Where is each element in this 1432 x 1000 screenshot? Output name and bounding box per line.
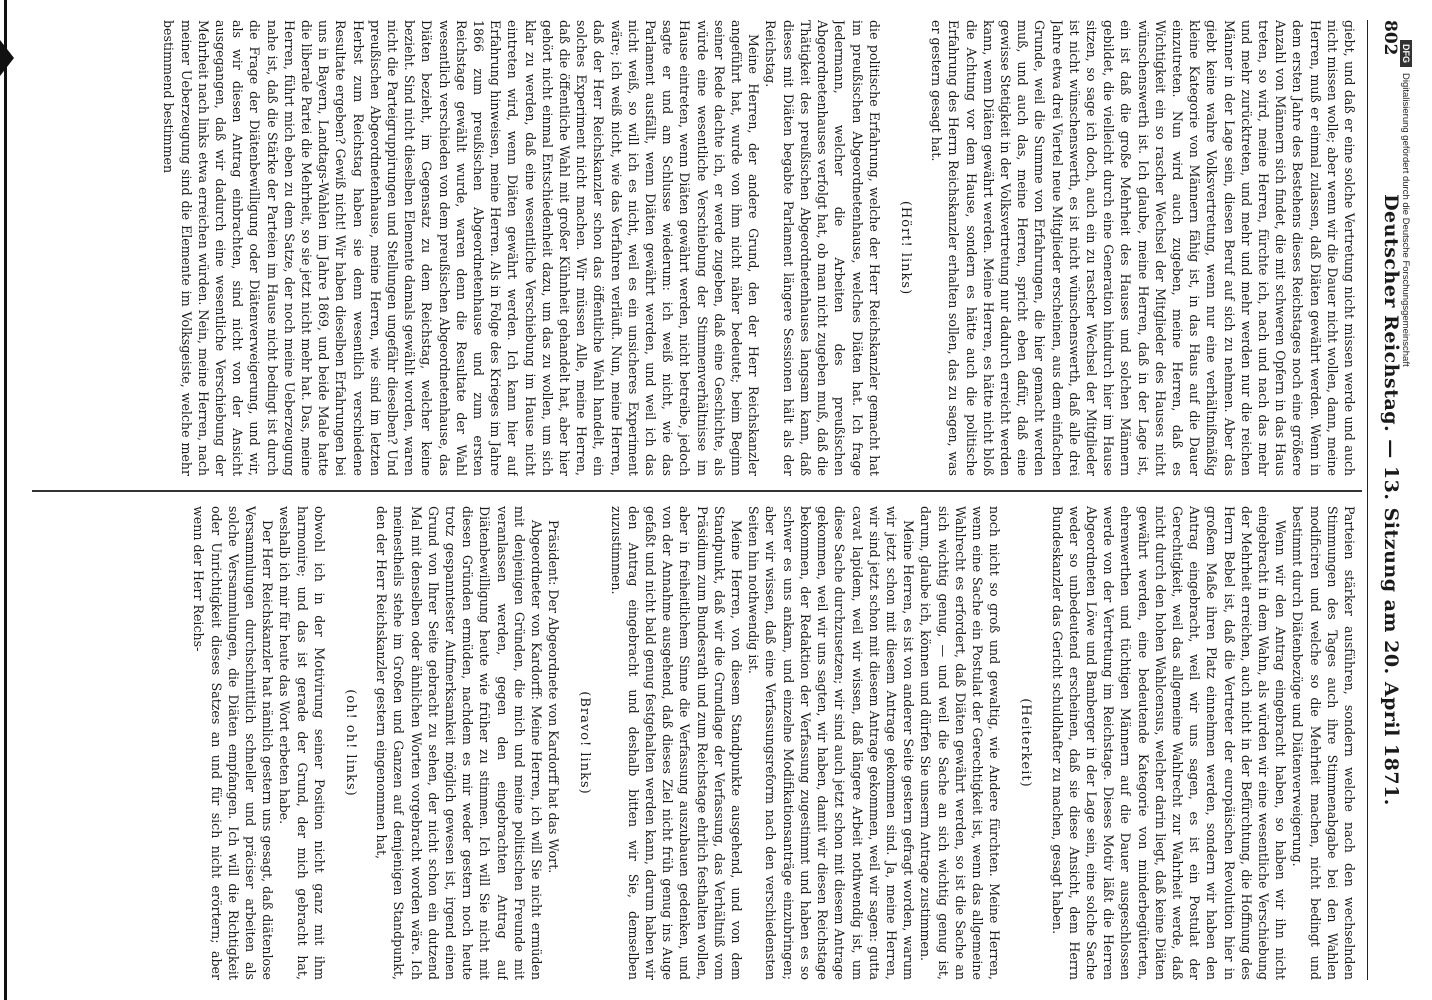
paragraph: Abgeordneter von Kardorff: Meine Herren, ich will Sie nicht ermüden mit denjenigen Gründen, die mich und meine politischen Freunde mit veranlassen werden, gegen den eingebrachten Antrag auf Diätenbewilligung heute wie früher zu stimmen. Ich will Sie nicht mit diesen Gründen ermüden, nachdem es mir weder gestern noch heute trotz gespanntester Aufmerksamkeit möglich gewesen ist, irgend einen Grund von Ihrer Seite gebracht zu sehen, der nicht schon ein dutzend Mal mit denselben oder ähnlichen Worten vorgebracht worden wäre. Ich meinestheils stehe im Großen und Ganzen auf demjenigen Standpunkt, den der Herr Reichskanzler gestern eingenommen hat, — [374, 506, 545, 980]
page-number: 802 — [1380, 20, 1400, 56]
paragraph: Parteien stärker ausführen, sondern welche nach den wechselnden Stimmungen des Tages auch ihre Stimmenabgabe bei den Wahlen modificiren und welche so die Mehrheit machen, nicht bedingt und bestimmt durch Diätenbezüge und Diätenverweigerung. — [1290, 506, 1357, 980]
interjection: (Heiterkeit) — [1018, 698, 1034, 788]
paragraph: obwohl ich in der Motivirung seiner Position nicht ganz mit ihm harmonire; und das ist gerade der Grund, der mich gebracht hat, weshalb ich mir für heute das Wort erbeten habe. — [277, 506, 327, 980]
left-column — [38, 20, 1358, 476]
page-title: Deutscher Reichstag. — 13. Sitzung am 20. April 1871. — [1380, 194, 1402, 806]
paragraph: Meine Herren, es ist von anderer Seite gestern gefragt worden, warum wir jetzt schon mit diesem Antrage gekommen sind. Ja, meine Herren, wir sind jetzt schon mit diesem Antrage gekommen, weil wir sagen: gutta cavat lapidem, weil wir wissen, daß längere Arbeit nothwendig ist, um diese Sache durchzusetzen; wir sind auch jetzt schon mit diesem Antrage gekommen, weil wir uns sagten, wir haben, damit wir diesen Reichstage bekommen, der Redaktion der Verfassung zugestimmt und haben es so schwer es uns ankam, und einzelne Modifikationsanträge einzubringen; aber wir wissen, daß eine Verfassungsreform nach den verschiedensten Seiten hin nothwendig ist. — [746, 506, 917, 980]
document-page — [30, 20, 1410, 980]
speaker-line: Präsident: Der Abgeordnete von Kardorff hat das Wort. — [546, 520, 562, 874]
paragraph: noch nicht so groß und gewaltig, wie Andere fürchten. Meine Herren, wenn eine Sache ein Postulat der Gerechtigkeit ist, wenn das allgemeine Wahlrecht es erfordert, daß Diäten gewährt werden, so ist die Sache an sich wichtig genug, — und weil die Sache an sich wichtig genug ist, darum, glaube ich, können und dürfen Sie unserm Antrage zustimmen. — [918, 506, 1003, 980]
paragraph: Der Herr Reichskanzler hat nämlich gestern uns gesagt, daß diätenlose Versammlungen durchschnittlich schneller und präciser arbeiten als solche Versammlungen, die Diäten empfangen. Ich will die Richtigkeit oder Unrichtigkeit dieses Satzes an und für sich nicht erörtern; aber wenn der Herr Reichs- — [191, 506, 276, 980]
scan-edge-notch — [0, 40, 14, 76]
column-rule — [32, 490, 1362, 492]
dfg-logo: DFG — [1400, 40, 1412, 67]
scan-edge — [0, 0, 14, 1000]
paragraph: giebt, und daß er eine solche Vertretung nicht missen werde und auch nicht missen wolle; aber wenn wir die Dauer nicht wollen, dann, meine Herren, muß er einmal zulassen, daß Diäten gewährt werden. Wenn in dem ersten Jahre des Bestehens dieses Reichstages noch eine größere Anzahl von Männern sich findet, die mit schweren Opfern in das Haus treten, so wird, meine Herren, fürchte ich, nach und nach das mehr und mehr zurücktreten, und mehr und mehr werden nur die reichen Männer in der Lage sein, diesen Beruf auf sich zu nehmen. Aber das giebt keine wahre Volksvertretung, wenn nur eine verhältnißmäßig kleine Kategorie von Männern fähig ist, in das Haus auf die Dauer einzutreten. Nun wird auch zugeben, meine Herren, daß es Wichtigkeit ein so rascher Wechsel der Mitglieder des Hauses nicht wünschenswerth ist. Ich glaube, meine Herren, daß in der Lage ist, ein ist daß die große Mehrheit des Hauses und solchen Männern gebildet, die vielleicht durch eine Generation hindurch hier im Hause sitzen, so sage ich doch, auch ein zu rascher Wechsel der Mitglieder ist nicht wünschenswerth, es ist nicht wünschenswerth, daß alle drei Jahre etwa drei Viertel neue Mitglieder erscheinen, aus dem einfachen Grunde, weil die Summe von Erfahrungen, die hier gemacht werden muß, und auch das, meine Herren, spricht eben dafür, daß eine gewisse Stetigkeit in der Volksvertretung nur dadurch erreicht werden kann, wenn Diäten gewährt werden. Meine Herren, es hätte nicht bloß die Achtung vor dem Hause, sondern es hätte auch die politische Erfahrung des Herrn Reichskanzler erhalten sollen, das zu sagen, was er gestern gesagt hat. — [929, 20, 1357, 476]
interjection: (Bravo! links) — [577, 691, 593, 795]
paragraph: die politische Erfahrung, welche der Herr Reichskanzler gemacht hat im preußischen Abgeordnetenhause, welches Diäten hat. Ich frage Jedermann, welcher die Arbeiten des preußischen Abgeordnetenhauses verfolgt hat, ob man nicht zugeben muß, daß die Thätigkeit des preußischen Abgeordnetenhauses langsam kann, daß dieses mit Diäten begabte Parlament längere Sessionen hält als der Reichstag. — [763, 20, 882, 476]
paragraph: Meine Herren, von diesem Standpunkte ausgehend, und von dem Standpunkt, daß wir die Grundlage der Verfassung, das Verhältniß vom Präsidium zum Bundesrath und zum Reichstage ehrlich festhalten wollen, aber in freiheitlichem Sinne die Verfassung auszubauen gedenken, und von der Annahme ausgehend, daß dieses Ziel nicht früh genug ins Auge gefaßt und nicht bald genug festgehalten werden kann, darum haben wir den Antrag eingebracht und deshalb bitten wir Sie, demselben zuzustimmen. — [608, 506, 745, 980]
dfg-note: Digitalisierung gefördert durch die Deutsche Forschungsgemeinschaft — [1400, 73, 1411, 367]
dfg-footer — [1394, 40, 1412, 980]
right-column — [38, 506, 1358, 980]
interjection: (Hört! links) — [897, 200, 913, 296]
paragraph: Wenn wir den Antrag eingebracht haben, so haben wir ihn nicht eingebracht in dem Wahn, als würden wir eine wesentliche Verschiebung der Mehrheit erreichen, auch nicht in der Befürchtung, die Hoffnung des Herrn Bebel ist, daß die Vertreter der europäischen Revolution hier in großem Maße ihren Platz einnehmen werden, sondern wir haben den Antrag eingebracht, weil wir uns sagen, es ist ein Postulat der Gerechtigkeit, weil das allgemeine Wahlrecht zur Wahrheit werde, daß nicht durch den hohen Wahlcensus, welcher darin liegt, daß keine Diäten gewährt werden, eine bedeutende Kategorie von minderbegüterten, ehrenwerthen und tüchtigen Männern auf die Dauer ausgeschlossen werde von der Vertretung im Reichstage. Dieses Motiv läßt die Herren Abgeordneten Löwe und Bamberger in der Lage sein, eine solche Sache weder so unbedeutend erscheinen, daß sie diese Ansicht, dem Herrn Bundeskanzler das Gericht schuldhafter zu machen, gesagt haben. — [1049, 506, 1289, 980]
scan-edge-bar — [4, 0, 7, 1000]
interjection: (oh! oh! links) — [343, 689, 359, 797]
paragraph: Meine Herren, der andere Grund, den der Herr Reichskanzler angeführt hat, wurde von ihm nicht näher bedeutet; beim Beginn seiner Rede dachte ich, er werde zugeben, daß eine Geschichte, als würde eine wesentliche Verschiebung der Stimmenverhältnisse im Hause eintreten, wenn Diäten gewährt werden, nicht betreibe, jedoch sagte er und am Schlusse wiederum: ich weiß nicht, wie das Parlament ausfällt, wenn Diäten gewährt werden, und weil ich das nicht weiß, so will ich es nicht, weil es ein unsicheres Experiment wäre; ich weiß nicht, wie das Verfahren verläuft. Nun, meine Herren, daß der Herr Reichskanzler schon das öffentliche Wahl handelt, ein solches Experiment nicht machen. Wir müssen Alle, meine Herren, daß die öffentliche Wahl mit großer Kühnheit gehandelt hat, aber hier gehört nicht einmal Entschiedenheit dazu, um das zu wollen, um sich klar zu werden, daß eine wesentliche Verschiebung im Hause nicht eintreten wird, wenn Diäten gewährt werden. Ich kann hier auf Erfahrung hinweisen, meine Herren. Als in Folge des Krieges im Jahre 1866 zum preußischen Abgeordnetenhause und zum ersten Reichstage gewählt wurde, waren denn die Resultate der Wahl wesentlich verschieden von dem preußischen Abgeordnetenhause, das Diäten bezieht, im Gegensatz zu dem Reichstag, welcher keine bezieht. Sind nicht dieselben Elemente damals gewählt worden, waren nicht die Parteigruppirungen und Stellungen ungefähr dieselben? Und preußischen Abgeordnetenhause, meine Herren, wie sind im letzten Herbst zum Reichstag haben sie denn wesentlich verschiedene Resultate ergeben? Gewiß nicht! Wir haben dieselben Erfahrungen bei uns in Bayern, Landtags-Wahlen im Jahre 1869, und beide Male hatte die liberale Partei die Mehrheit, so sie jetzt nicht mehr hat. Das, meine Herren, führt mich eben zu dem Satze, der noch meine Ueberzeugung nahe ist, daß die Stärke der Parteien im Hause nicht bedingt ist durch die Frage der Diätenbewilligung oder Diätenverweigerung, und wir, als wir diesen Antrag einbrachten, sind nicht von der Ansicht ausgegangen, daß wir dadurch eine wesentliche Verschiebung der Mehrheit nach links etwa erreichen würden. Nein, meine Herren, nach meiner Ueberzeugung sind die Elemente im Volksgeiste, welche mehr bestimmend bestimmen — [161, 20, 762, 476]
